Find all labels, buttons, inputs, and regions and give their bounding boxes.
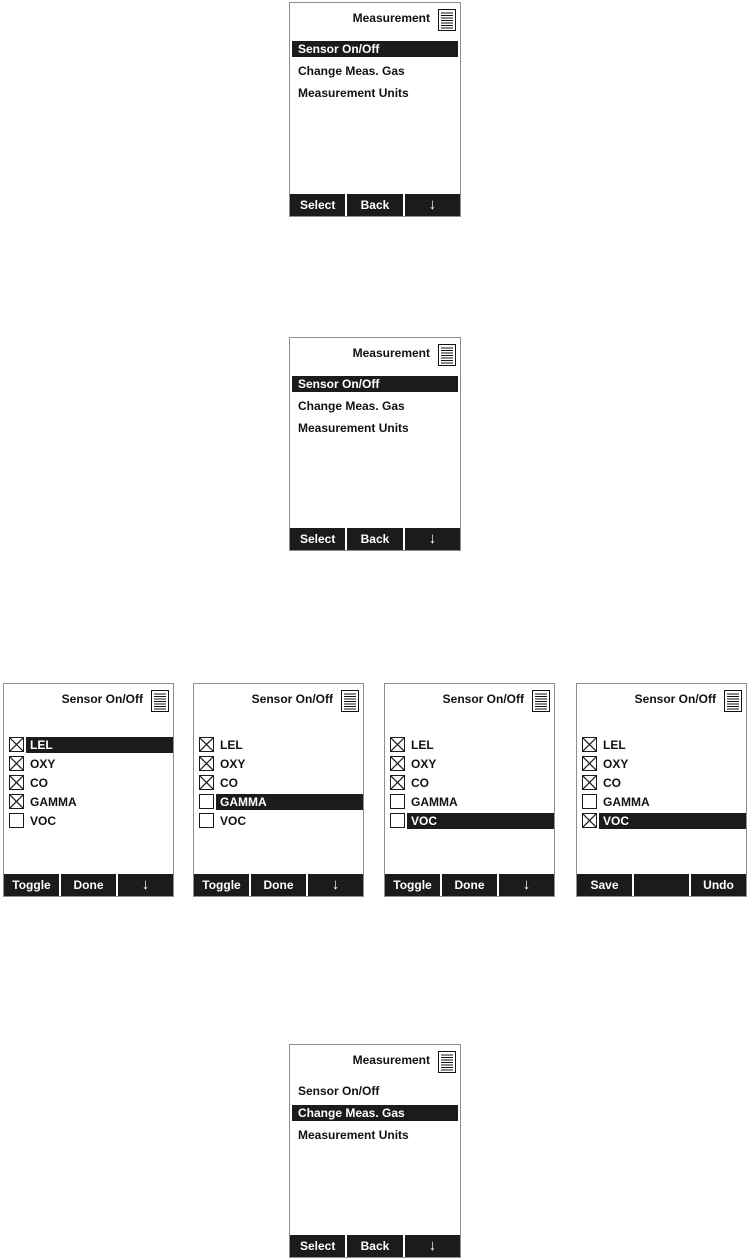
sensor-row-voc[interactable]: [577, 812, 746, 830]
checkbox[interactable]: [582, 775, 597, 790]
checkbox[interactable]: [390, 756, 405, 771]
down-arrow-softkey[interactable]: [306, 874, 363, 896]
sensor-row-voc[interactable]: [194, 812, 363, 830]
down-arrow-icon: ↓: [522, 876, 531, 893]
checkbox[interactable]: [199, 737, 214, 752]
menu-item-measurement-units[interactable]: Measurement Units: [298, 1128, 409, 1142]
softkey-bar: [4, 874, 173, 896]
sensor-row-oxy[interactable]: [4, 755, 173, 773]
sensor-label: OXY: [411, 757, 437, 771]
down-arrow-icon: ↓: [428, 530, 437, 547]
sensor-label: OXY: [603, 757, 629, 771]
sensor-row-gamma[interactable]: [577, 793, 746, 811]
sensor-row-lel[interactable]: [4, 736, 173, 754]
screen-title: Measurement: [352, 1053, 430, 1067]
down-arrow-icon: ↓: [428, 1237, 437, 1254]
toggle-softkey[interactable]: Toggle: [12, 878, 51, 892]
sensor-row-voc[interactable]: [385, 812, 554, 830]
sensor-row-voc[interactable]: [4, 812, 173, 830]
checkbox[interactable]: [582, 813, 597, 828]
save-softkey[interactable]: Save: [590, 878, 619, 892]
down-arrow-softkey[interactable]: [403, 528, 460, 550]
sensor-row-co[interactable]: [385, 774, 554, 792]
screen-title: Sensor On/Off: [634, 692, 716, 706]
sensor-row-oxy[interactable]: [385, 755, 554, 773]
checked-x-icon: [391, 776, 404, 789]
menu-list-icon: [438, 1051, 456, 1073]
sensor-label: LEL: [220, 738, 243, 752]
softkey-bar: [385, 874, 554, 896]
checkbox[interactable]: [582, 794, 597, 809]
measurement-screen-1: [289, 2, 461, 217]
sensor-label: GAMMA: [603, 795, 650, 809]
select-softkey[interactable]: Select: [299, 532, 336, 546]
checkbox[interactable]: [582, 756, 597, 771]
sensor-label: CO: [411, 776, 429, 790]
sensor-label: OXY: [30, 757, 56, 771]
checked-x-icon: [10, 776, 23, 789]
sensor-label: GAMMA: [216, 794, 363, 810]
sensor-label: VOC: [220, 814, 247, 828]
menu-list-icon: [438, 344, 456, 366]
screen-title: Sensor On/Off: [61, 692, 143, 706]
checked-x-icon: [10, 795, 23, 808]
checkbox[interactable]: [199, 756, 214, 771]
checkbox[interactable]: [390, 775, 405, 790]
sensor-label: VOC: [599, 813, 746, 829]
toggle-softkey[interactable]: Toggle: [202, 878, 241, 892]
down-arrow-softkey[interactable]: [403, 1235, 460, 1257]
checked-x-icon: [391, 757, 404, 770]
undo-softkey[interactable]: Undo: [689, 874, 746, 896]
sensor-screen-4: [576, 683, 747, 897]
sensor-label: CO: [603, 776, 621, 790]
empty-softkey: [632, 874, 689, 896]
sensor-row-gamma[interactable]: [385, 793, 554, 811]
sensor-label: LEL: [411, 738, 434, 752]
measurement-screen-2: [289, 337, 461, 551]
menu-item-change-meas-gas[interactable]: Change Meas. Gas: [298, 64, 405, 78]
checked-x-icon: [10, 738, 23, 751]
down-arrow-icon: ↓: [428, 196, 437, 213]
done-softkey[interactable]: Done: [59, 874, 116, 896]
sensor-row-lel[interactable]: [385, 736, 554, 754]
checked-x-icon: [200, 757, 213, 770]
checkbox[interactable]: [9, 737, 24, 752]
down-arrow-softkey[interactable]: [497, 874, 554, 896]
sensor-screen-3: [384, 683, 555, 897]
softkey-bar: [290, 194, 460, 216]
sensor-label: VOC: [30, 814, 57, 828]
screen-title: Sensor On/Off: [251, 692, 333, 706]
sensor-screen-1: [3, 683, 174, 897]
checkbox[interactable]: [582, 737, 597, 752]
sensor-row-gamma[interactable]: [194, 793, 363, 811]
checked-x-icon: [200, 776, 213, 789]
done-softkey[interactable]: Done: [249, 874, 306, 896]
checked-x-icon: [200, 738, 213, 751]
sensor-label: LEL: [26, 737, 173, 753]
screen-title: Sensor On/Off: [442, 692, 524, 706]
softkey-bar: [290, 528, 460, 550]
menu-list-icon: [724, 690, 742, 712]
back-softkey[interactable]: Back: [345, 194, 402, 216]
screen-title: Measurement: [352, 11, 430, 25]
sensor-row-gamma[interactable]: [4, 793, 173, 811]
sensor-label: GAMMA: [411, 795, 458, 809]
select-softkey[interactable]: Select: [299, 1239, 336, 1253]
checkbox[interactable]: [9, 756, 24, 771]
checked-x-icon: [391, 738, 404, 751]
menu-item-change-meas-gas[interactable]: Change Meas. Gas: [292, 1105, 458, 1121]
sensor-row-oxy[interactable]: [577, 755, 746, 773]
sensor-row-co[interactable]: [577, 774, 746, 792]
select-softkey[interactable]: Select: [299, 198, 336, 212]
menu-list-icon: [438, 9, 456, 31]
checked-x-icon: [10, 757, 23, 770]
back-softkey[interactable]: Back: [345, 528, 402, 550]
softkey-bar: [194, 874, 363, 896]
sensor-row-oxy[interactable]: [194, 755, 363, 773]
sensor-row-co[interactable]: [194, 774, 363, 792]
sensor-row-lel[interactable]: [577, 736, 746, 754]
checkbox[interactable]: [390, 794, 405, 809]
checkbox[interactable]: [390, 813, 405, 828]
checked-x-icon: [583, 776, 596, 789]
checkbox[interactable]: [390, 737, 405, 752]
menu-item-measurement-units[interactable]: Measurement Units: [298, 421, 409, 435]
checkbox[interactable]: [9, 775, 24, 790]
checkbox[interactable]: [9, 813, 24, 828]
checkbox[interactable]: [199, 794, 214, 809]
softkey-bar: [290, 1235, 460, 1257]
menu-item-measurement-units[interactable]: Measurement Units: [298, 86, 409, 100]
checkbox[interactable]: [9, 794, 24, 809]
down-arrow-softkey[interactable]: [403, 194, 460, 216]
sensor-label: CO: [30, 776, 48, 790]
softkey-bar: [577, 874, 746, 896]
checked-x-icon: [583, 757, 596, 770]
sensor-label: CO: [220, 776, 238, 790]
down-arrow-softkey[interactable]: [116, 874, 173, 896]
down-arrow-icon: ↓: [331, 876, 340, 893]
down-arrow-icon: ↓: [141, 876, 150, 893]
menu-item-sensor-on-off[interactable]: Sensor On/Off: [292, 376, 458, 392]
menu-list-icon: [151, 690, 169, 712]
sensor-label: VOC: [407, 813, 554, 829]
checkbox[interactable]: [199, 775, 214, 790]
done-softkey[interactable]: Done: [440, 874, 497, 896]
checked-x-icon: [583, 814, 596, 827]
sensor-label: GAMMA: [30, 795, 77, 809]
checkbox[interactable]: [199, 813, 214, 828]
menu-item-sensor-on-off[interactable]: Sensor On/Off: [298, 1084, 380, 1098]
measurement-screen-3: [289, 1044, 461, 1258]
sensor-label: LEL: [603, 738, 626, 752]
screen-title: Measurement: [352, 346, 430, 360]
sensor-row-lel[interactable]: [194, 736, 363, 754]
toggle-softkey[interactable]: Toggle: [393, 878, 432, 892]
checked-x-icon: [583, 738, 596, 751]
menu-list-icon: [532, 690, 550, 712]
sensor-row-co[interactable]: [4, 774, 173, 792]
sensor-screen-2: [193, 683, 364, 897]
menu-item-change-meas-gas[interactable]: Change Meas. Gas: [298, 399, 405, 413]
menu-list-icon: [341, 690, 359, 712]
sensor-label: OXY: [220, 757, 246, 771]
menu-item-sensor-on-off[interactable]: Sensor On/Off: [292, 41, 458, 57]
back-softkey[interactable]: Back: [345, 1235, 402, 1257]
